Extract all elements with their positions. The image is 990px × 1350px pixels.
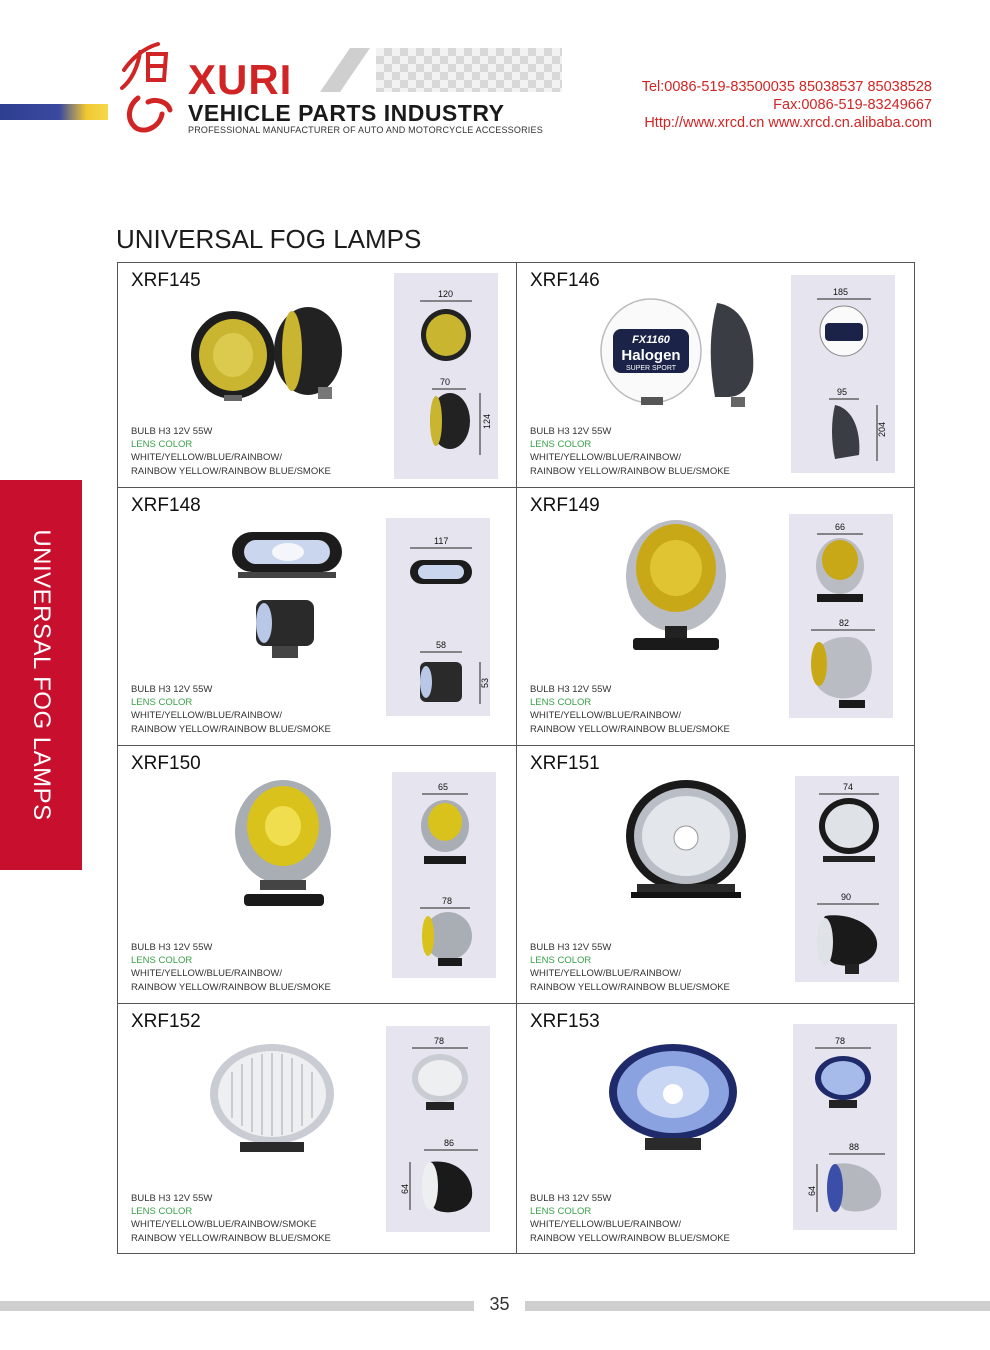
bulb-spec: BULB H3 12V 55W (131, 683, 213, 695)
xuri-logo-icon (118, 40, 190, 140)
product-model: XRF150 (131, 753, 201, 774)
dimension-label: 65 (438, 782, 449, 792)
dimension-label: 120 (438, 289, 454, 299)
dimension-label: 64 (807, 1185, 817, 1196)
fog-lamp-photo (597, 293, 767, 411)
lens-color-heading: LENS COLOR (530, 955, 592, 967)
lens-colors: RAINBOW YELLOW/RAINBOW BLUE/SMOKE (131, 981, 331, 993)
product-grid (117, 262, 915, 1254)
header-color-stripe (0, 104, 108, 120)
bulb-spec: BULB H3 12V 55W (530, 941, 612, 953)
lens-color-heading: LENS COLOR (530, 439, 592, 451)
lens-colors: WHITE/YELLOW/BLUE/RAINBOW/SMOKE (131, 1219, 317, 1231)
product-model: XRF153 (530, 1011, 600, 1032)
dimension-label: 53 (480, 677, 490, 688)
company-name: VEHICLE PARTS INDUSTRY (188, 100, 505, 126)
product-specs (131, 941, 331, 994)
dimension-label: 74 (843, 782, 854, 792)
dimension-label: 66 (835, 522, 846, 532)
product-specs (530, 1192, 730, 1245)
fog-lamp-photo (230, 776, 336, 912)
lens-colors: RAINBOW YELLOW/RAINBOW BLUE/SMOKE (131, 1232, 331, 1244)
side-section-tab (0, 480, 82, 870)
product-specs (131, 425, 331, 478)
product-model: XRF146 (530, 270, 600, 291)
brand-name: XURI (188, 56, 293, 103)
dimension-drawing (386, 1026, 490, 1232)
product-specs (530, 683, 730, 736)
lamp-cover-brand: Halogen (621, 347, 681, 364)
lens-colors: RAINBOW YELLOW/RAINBOW BLUE/SMOKE (530, 723, 730, 735)
fog-lamp-photo (188, 305, 348, 405)
lens-colors: WHITE/YELLOW/BLUE/RAINBOW/ (530, 968, 681, 980)
dimension-drawing (795, 776, 899, 982)
fog-lamp-photo (605, 1042, 741, 1160)
dimension-label: 78 (442, 896, 453, 906)
bulb-spec: BULB H3 12V 55W (131, 1192, 213, 1204)
section-title: UNIVERSAL FOG LAMPS (116, 224, 422, 254)
dimension-drawing (793, 1024, 897, 1230)
lens-colors: WHITE/YELLOW/BLUE/RAINBOW/ (131, 710, 282, 722)
product-card-xrf153 (517, 1004, 915, 1254)
product-model: XRF152 (131, 1011, 201, 1032)
dimension-label: 124 (482, 413, 492, 429)
lens-colors: WHITE/YELLOW/BLUE/RAINBOW/ (131, 452, 282, 464)
bulb-spec: BULB H3 12V 55W (530, 425, 612, 437)
lens-colors: WHITE/YELLOW/BLUE/RAINBOW/ (131, 968, 282, 980)
contact-fax: Fax:0086-519-83249667 (773, 97, 932, 113)
dimension-label: 78 (434, 1036, 445, 1046)
product-model: XRF148 (131, 495, 201, 516)
dimension-label: 95 (837, 387, 848, 397)
fog-lamp-photo (228, 528, 348, 664)
lens-color-heading: LENS COLOR (131, 1206, 193, 1218)
dimension-label: 64 (400, 1183, 410, 1194)
dimension-label: 117 (434, 536, 449, 546)
fog-lamp-photo (621, 516, 731, 656)
lens-color-heading: LENS COLOR (131, 955, 193, 967)
bulb-spec: BULB H3 12V 55W (530, 683, 612, 695)
lens-colors: WHITE/YELLOW/BLUE/RAINBOW/ (530, 452, 681, 464)
lens-color-heading: LENS COLOR (131, 697, 193, 709)
product-card-xrf151 (517, 746, 915, 1003)
checkered-flag-graphic (320, 48, 562, 92)
product-card-xrf150 (118, 746, 516, 1003)
lamp-cover-subtitle: SUPER SPORT (625, 365, 677, 372)
dimension-label: 86 (444, 1138, 455, 1148)
footer-bar (525, 1301, 990, 1311)
dimension-drawing (392, 772, 496, 978)
contact-website: Http://www.xrcd.cn www.xrcd.cn.alibaba.com (644, 115, 932, 131)
product-model: XRF145 (131, 270, 201, 291)
lens-color-heading: LENS COLOR (131, 439, 193, 451)
bulb-spec: BULB H3 12V 55W (530, 1192, 612, 1204)
dimension-label: 185 (833, 287, 849, 297)
bulb-spec: BULB H3 12V 55W (131, 425, 213, 437)
lens-colors: RAINBOW YELLOW/RAINBOW BLUE/SMOKE (131, 465, 331, 477)
page-number: 35 (489, 1294, 510, 1314)
product-model: XRF149 (530, 495, 600, 516)
dimension-label: 58 (436, 640, 447, 650)
product-card-xrf148 (118, 488, 516, 745)
product-specs (131, 683, 331, 736)
footer-bar (0, 1301, 474, 1311)
fog-lamp-photo (206, 1042, 338, 1162)
dimension-drawing (386, 518, 490, 716)
lamp-cover-model: FX1160 (632, 334, 670, 346)
company-tagline: PROFESSIONAL MANUFACTURER OF AUTO AND MOTORCYCLE ACCESSORIES (188, 125, 543, 135)
bulb-spec: BULB H3 12V 55W (131, 941, 213, 953)
dimension-label: 90 (841, 892, 852, 902)
dimension-drawing (789, 514, 893, 718)
lens-colors: WHITE/YELLOW/BLUE/RAINBOW/ (530, 1219, 681, 1231)
dimension-label: 70 (440, 377, 451, 387)
product-specs (131, 1192, 331, 1245)
lens-colors: WHITE/YELLOW/BLUE/RAINBOW/ (530, 710, 681, 722)
product-model: XRF151 (530, 753, 600, 774)
dimension-label: 78 (835, 1036, 846, 1046)
lens-color-heading: LENS COLOR (530, 697, 592, 709)
product-card-xrf149 (517, 488, 915, 745)
contact-telephone: Tel:0086-519-83500035 85038537 85038528 (641, 79, 932, 95)
lens-color-heading: LENS COLOR (530, 1206, 592, 1218)
lens-colors: RAINBOW YELLOW/RAINBOW BLUE/SMOKE (530, 981, 730, 993)
product-card-xrf152 (118, 1004, 516, 1254)
lens-colors: RAINBOW YELLOW/RAINBOW BLUE/SMOKE (530, 1232, 730, 1244)
product-card-xrf145 (118, 263, 516, 487)
lens-colors: RAINBOW YELLOW/RAINBOW BLUE/SMOKE (530, 465, 730, 477)
side-tab-label: UNIVERSAL FOG LAMPS (28, 529, 55, 821)
dimension-label: 88 (849, 1142, 860, 1152)
dimension-label: 204 (877, 421, 887, 437)
product-card-xrf146 (517, 263, 915, 487)
dimension-drawing (791, 275, 895, 473)
product-specs (530, 941, 730, 994)
lens-colors: RAINBOW YELLOW/RAINBOW BLUE/SMOKE (131, 723, 331, 735)
dimension-label: 82 (839, 618, 850, 628)
product-specs (530, 425, 730, 478)
fog-lamp-photo (621, 778, 751, 910)
dimension-drawing (394, 273, 498, 479)
